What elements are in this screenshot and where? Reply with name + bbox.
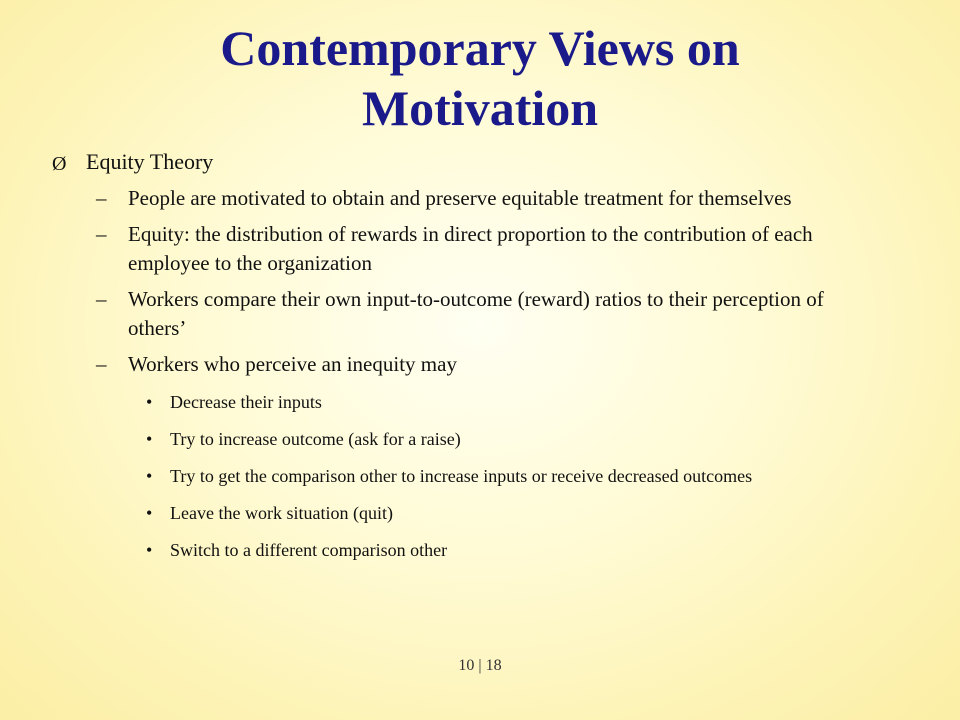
point-text: Workers compare their own input-to-outcome (reward) ratios to their perception of others’	[128, 287, 824, 340]
subpoint-item	[0, 539, 960, 562]
point-item	[0, 220, 960, 278]
dash-bullet: –	[96, 186, 107, 210]
point-item	[0, 285, 960, 343]
dot-bullet: •	[146, 540, 153, 560]
dash-bullet: –	[96, 352, 107, 376]
slide-title: Contemporary Views on Motivation	[220, 20, 740, 136]
dot-bullet: •	[146, 466, 153, 486]
subpoint-text: Switch to a different comparison other	[170, 540, 448, 560]
point-item	[0, 350, 960, 379]
page-number	[0, 657, 960, 675]
dash-bullet: –	[96, 287, 107, 311]
point-text: People are motivated to obtain and preserve equitable treatment for themselves	[128, 186, 792, 210]
dot-bullet: •	[146, 392, 153, 412]
subpoint-text: Leave the work situation (quit)	[170, 503, 393, 523]
subpoint-text: Try to increase outcome (ask for a raise)	[170, 429, 461, 449]
subpoint-item	[0, 502, 960, 525]
heading-equity-theory	[0, 148, 960, 176]
subpoint-item	[0, 428, 960, 451]
page-separator: |	[478, 657, 482, 674]
subpoint-item	[0, 391, 960, 414]
subpoint-text: Decrease their inputs	[170, 392, 322, 412]
dash-bullet: –	[96, 222, 107, 246]
heading-text: Equity Theory	[86, 149, 214, 174]
total-pages: 18	[485, 657, 502, 674]
current-page: 10	[458, 657, 475, 674]
point-item	[0, 184, 960, 213]
subpoint-item	[0, 465, 960, 488]
dot-bullet: •	[146, 429, 153, 449]
dot-bullet: •	[146, 503, 153, 523]
slide-content	[0, 148, 960, 576]
point-text: Equity: the distribution of rewards in direct proportion to the contribution of each employee to the organization	[128, 222, 813, 275]
subpoint-text: Try to get the comparison other to increase inputs or receive decreased outcomes	[170, 466, 753, 486]
point-text: Workers who perceive an inequity may	[128, 352, 457, 376]
arrow-bullet-icon: Ø	[52, 153, 67, 175]
